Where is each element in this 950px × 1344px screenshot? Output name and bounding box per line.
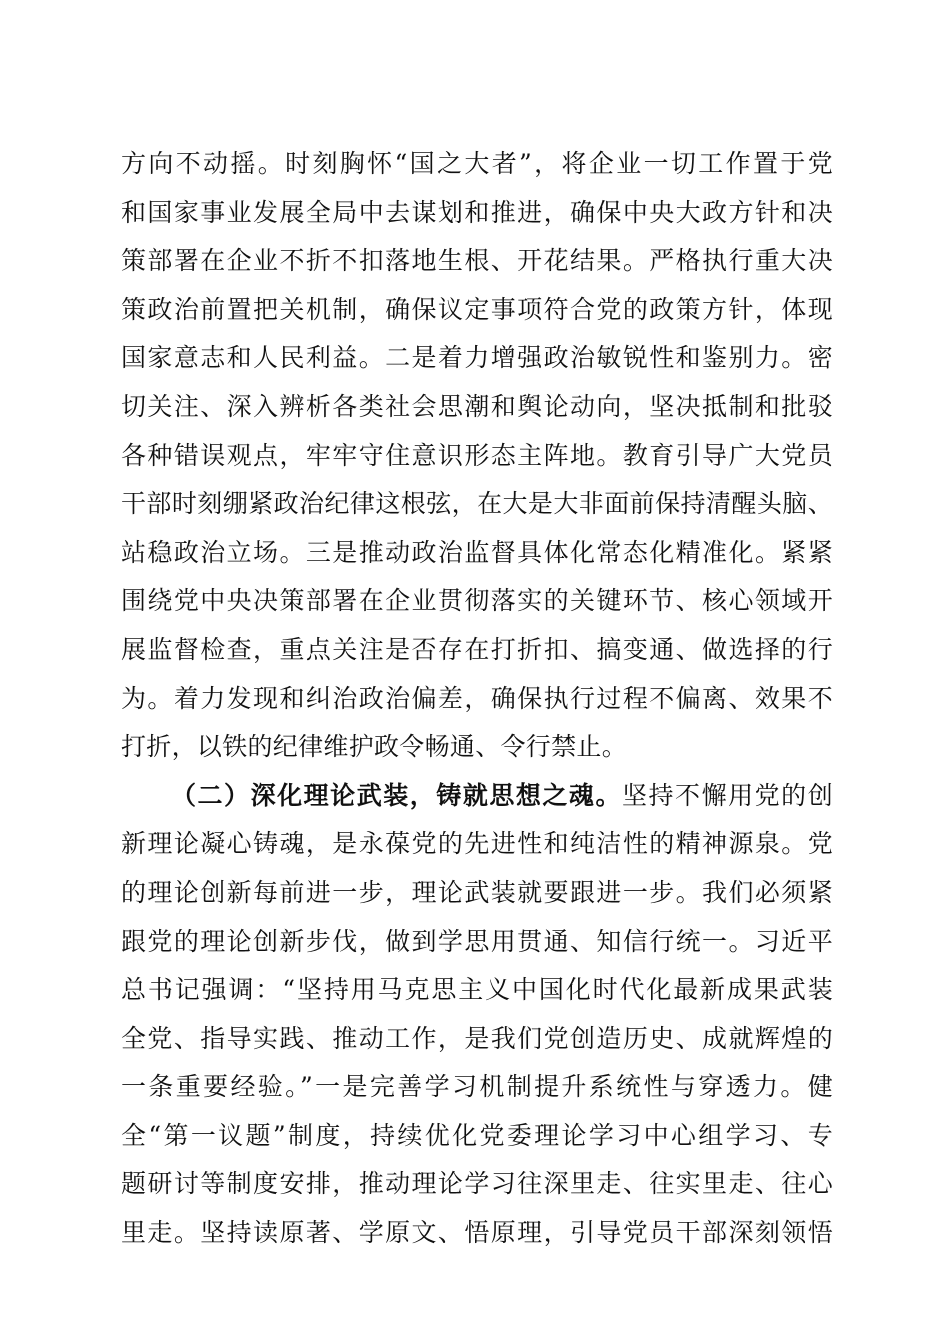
section-heading-line (121, 772, 833, 821)
text-line: 策政治前置把关机制，确保议定事项符合党的政策方针，体现 (121, 294, 833, 324)
section-heading-rest: 坚持不懈用党的创 (622, 780, 834, 810)
text-line: 里走。坚持读原著、学原文、悟原理，引导党员干部深刻领悟 (121, 1218, 833, 1248)
text-line: 干部时刻绷紧政治纪律这根弦，在大是大非面前保持清醒头脑、 (121, 489, 833, 519)
text-line: 为。着力发现和纠治政治偏差，确保执行过程不偏离、效果不 (121, 683, 833, 713)
text-line: 打折，以铁的纪律维护政令畅通、令行禁止。 (121, 732, 628, 762)
text-line: 全党、指导实践、推动工作，是我们党创造历史、成就辉煌的 (121, 1023, 833, 1053)
text-line: 展监督检查，重点关注是否存在打折扣、搞变通、做选择的行 (121, 634, 833, 664)
text-line: 的理论创新每前进一步，理论武装就要跟进一步。我们必须紧 (121, 877, 833, 907)
text-line: 新理论凝心铸魂，是永葆党的先进性和纯洁性的精神源泉。党 (121, 829, 833, 859)
text-line: 国家意志和人民利益。二是着力增强政治敏锐性和鉴别力。密 (121, 343, 833, 373)
text-line: 题研讨等制度安排，推动理论学习往深里走、往实里走、往心 (121, 1169, 833, 1199)
text-line: 全“第一议题”制度，持续优化党委理论学习中心组学习、专 (121, 1120, 833, 1150)
text-line: 方向不动摇。时刻胸怀“国之大者”，将企业一切工作置于党 (121, 149, 833, 178)
text-line: 切关注、深入辨析各类社会思潮和舆论动向，坚决抵制和批驳 (121, 391, 833, 421)
text-line: 策部署在企业不折不扣落地生根、开花结果。严格执行重大决 (121, 246, 833, 276)
body-text (121, 140, 833, 1258)
text-line: 跟党的理论创新步伐，做到学思用贯通、知信行统一。习近平 (121, 926, 833, 956)
text-line: 一条重要经验。”一是完善学习机制提升系统性与穿透力。健 (121, 1072, 833, 1102)
text-line: 总书记强调：“坚持用马克思主义中国化时代化最新成果武装 (121, 975, 833, 1005)
text-line: 各种错误观点，牢牢守住意识形态主阵地。教育引导广大党员 (121, 440, 833, 470)
text-line: 围绕党中央决策部署在企业贯彻落实的关键环节、核心领域开 (121, 586, 833, 616)
section-heading: （二）深化理论武装，铸就思想之魂。 (171, 780, 622, 810)
text-line: 和国家事业发展全局中去谋划和推进，确保中央大政方针和决 (121, 197, 833, 227)
text-line: 站稳政治立场。三是推动政治监督具体化常态化精准化。紧紧 (121, 537, 833, 567)
